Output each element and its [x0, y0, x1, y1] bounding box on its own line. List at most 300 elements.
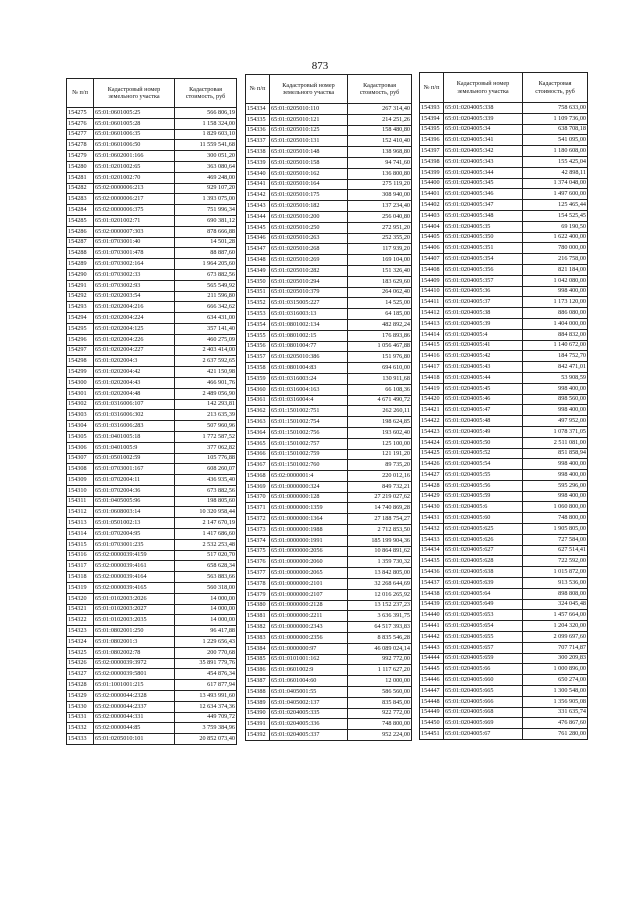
table-row [246, 147, 412, 158]
row-number: 154372 [246, 514, 270, 525]
row-number: 154437 [420, 578, 444, 589]
table-row [67, 475, 237, 486]
table-row [67, 518, 237, 529]
cadastral-value: 849 732,21 [348, 481, 412, 492]
cadastral-value: 64 517 393,83 [348, 622, 412, 633]
table-row [420, 243, 588, 254]
row-number: 154293 [67, 302, 94, 313]
cadastral-value: 421 150,98 [175, 367, 237, 378]
table-row [420, 340, 588, 351]
table-row [246, 525, 412, 536]
row-number: 154329 [67, 691, 94, 702]
row-number: 154426 [420, 459, 444, 470]
cadastral-value: 151 326,40 [348, 265, 412, 276]
cadastral-value: 14 000,00 [175, 593, 237, 604]
row-number: 154431 [420, 513, 444, 524]
table-row [246, 363, 412, 374]
cadastral-number: 65:01:0702004:95 [94, 529, 175, 540]
table-row [246, 611, 412, 622]
table-row [246, 179, 412, 190]
cadastral-number: 65:01:0601005:28 [94, 118, 175, 129]
cadastral-value: 138 968,80 [348, 147, 412, 158]
cadastral-number: 65:01:0405005:96 [94, 496, 175, 507]
table-row [246, 589, 412, 600]
row-number: 154422 [420, 416, 444, 427]
cadastral-value: 64 185,00 [348, 309, 412, 320]
cadastral-value: 198 624,85 [348, 417, 412, 428]
cadastral-number: 65:01:0205010:158 [270, 157, 348, 168]
cadastral-number: 65:02:0000044:331 [94, 712, 175, 723]
table-row [67, 604, 237, 615]
row-number: 154283 [67, 194, 94, 205]
table-row [246, 622, 412, 633]
table-row [246, 168, 412, 179]
cadastral-number: 65:01:0802001:3 [94, 637, 175, 648]
row-number: 154396 [420, 135, 444, 146]
cadastral-number: 65:01:0204005:346 [444, 189, 523, 200]
cadastral-number: 65:01:0703001:40 [94, 237, 175, 248]
cadastral-value: 14 501,28 [175, 237, 237, 248]
table-row [67, 615, 237, 626]
cadastral-number: 65:01:0000000:2128 [270, 600, 348, 611]
row-number: 154399 [420, 167, 444, 178]
cadastral-number: 65:01:0205010:250 [270, 222, 348, 233]
cadastral-number: 65:01:0205010:386 [270, 352, 348, 363]
cadastral-value: 154 525,45 [523, 210, 588, 221]
cadastral-table-left [66, 78, 237, 745]
cadastral-value: 658 628,34 [175, 561, 237, 572]
table-row [246, 417, 412, 428]
cadastral-value: 1 300 548,00 [523, 686, 588, 697]
cadastral-number: 65:01:0204005:351 [444, 243, 523, 254]
row-number: 154294 [67, 313, 94, 324]
table-row [246, 373, 412, 384]
row-number: 154289 [67, 259, 94, 270]
row-number: 154443 [420, 642, 444, 653]
cadastral-number: 65:01:0204005:343 [444, 156, 523, 167]
table-row [420, 286, 588, 297]
cadastral-value: 46 089 024,14 [348, 643, 412, 654]
cadastral-number: 65:01:0703001:478 [94, 248, 175, 259]
table-row [246, 514, 412, 525]
table-row [246, 568, 412, 579]
cadastral-value: 96 417,88 [175, 626, 237, 637]
table-row [67, 658, 237, 669]
cadastral-value: 331 635,74 [523, 707, 588, 718]
cadastral-number: 65:01:0204005:347 [444, 200, 523, 211]
row-number: 154296 [67, 334, 94, 345]
table-row [420, 426, 588, 437]
cadastral-number: 65:02:0000044:2337 [94, 701, 175, 712]
cadastral-number: 65:01:0205010:294 [270, 276, 348, 287]
cadastral-number: 65:01:0102003:2027 [94, 604, 175, 615]
table-row [67, 259, 237, 270]
table-row [420, 545, 588, 556]
table-row [246, 557, 412, 568]
table-row [420, 210, 588, 221]
cadastral-number: 65:01:0204005:64 [444, 588, 523, 599]
row-number: 154377 [246, 568, 270, 579]
cadastral-value: 121 191,20 [348, 449, 412, 460]
cadastral-value: 748 800,00 [523, 513, 588, 524]
table-row [420, 621, 588, 632]
cadastral-value: 1 056 467,88 [348, 341, 412, 352]
cadastral-value: 541 095,00 [523, 135, 588, 146]
cadastral-value: 66 108,36 [348, 384, 412, 395]
row-number: 154282 [67, 183, 94, 194]
cadastral-number: 65:01:0601006:50 [94, 140, 175, 151]
row-number: 154302 [67, 399, 94, 410]
row-number: 154295 [67, 323, 94, 334]
table-row [67, 734, 237, 745]
row-number: 154420 [420, 394, 444, 405]
table-row [246, 503, 412, 514]
table-row [420, 372, 588, 383]
cadastral-number: 65:01:0204005:45 [444, 383, 523, 394]
table-row [420, 124, 588, 135]
table-row [246, 384, 412, 395]
table-row [420, 567, 588, 578]
row-number: 154306 [67, 442, 94, 453]
table-row [246, 481, 412, 492]
table-header-row [246, 75, 412, 104]
table-row [246, 222, 412, 233]
row-number: 154400 [420, 178, 444, 189]
cadastral-value: 158 480,80 [348, 125, 412, 136]
cadastral-number: 65:01:0204005:669 [444, 718, 523, 729]
cadastral-number: 65:01:0205010:175 [270, 190, 348, 201]
table-row [67, 626, 237, 637]
cadastral-number: 65:01:0204005:339 [444, 113, 523, 124]
row-number: 154414 [420, 329, 444, 340]
row-number: 154451 [420, 729, 444, 740]
table-row [67, 399, 237, 410]
cadastral-number: 65:01:0316004:4 [270, 395, 348, 406]
cadastral-value: 12 016 265,92 [348, 589, 412, 600]
row-number: 154326 [67, 658, 94, 669]
cadastral-number: 65:01:0202004:224 [94, 313, 175, 324]
table-row [67, 280, 237, 291]
table-row [420, 664, 588, 675]
row-number: 154419 [420, 383, 444, 394]
cadastral-number: 65:01:0102003:2026 [94, 593, 175, 604]
cadastral-number: 65:01:0205010:131 [270, 136, 348, 147]
cadastral-number: 65:01:0000000:2065 [270, 568, 348, 579]
row-number: 154405 [420, 232, 444, 243]
cadastral-value: 27 188 754,27 [348, 514, 412, 525]
row-number: 154432 [420, 524, 444, 535]
row-number: 154376 [246, 557, 270, 568]
cadastral-value: 125 100,00 [348, 438, 412, 449]
cadastral-value: 137 234,40 [348, 201, 412, 212]
table-row [420, 113, 588, 124]
cadastral-value: 998 400,00 [523, 470, 588, 481]
cadastral-value: 183 629,60 [348, 276, 412, 287]
cadastral-value: 275 119,20 [348, 179, 412, 190]
row-number: 154276 [67, 118, 94, 129]
cadastral-value: 563 883,66 [175, 572, 237, 583]
table-row [246, 255, 412, 266]
cadastral-value: 272 951,20 [348, 222, 412, 233]
row-number: 154438 [420, 588, 444, 599]
cadastral-value: 155 425,04 [523, 156, 588, 167]
row-number: 154328 [67, 680, 94, 691]
cadastral-value: 1 359 730,32 [348, 557, 412, 568]
cadastral-number: 65:01:0204005:626 [444, 534, 523, 545]
cadastral-value: 722 592,00 [523, 556, 588, 567]
cadastral-number: 65:01:0405001:55 [270, 687, 348, 698]
cadastral-number: 65:01:0000000:2343 [270, 622, 348, 633]
row-number: 154356 [246, 341, 270, 352]
table-row [420, 448, 588, 459]
cadastral-value: 176 893,86 [348, 330, 412, 341]
cadastral-value: 690 381,12 [175, 215, 237, 226]
cadastral-value: 727 584,00 [523, 534, 588, 545]
row-number: 154314 [67, 529, 94, 540]
cadastral-value: 650 274,00 [523, 675, 588, 686]
row-number: 154291 [67, 280, 94, 291]
cadastral-number: 65:01:0204005:625 [444, 524, 523, 535]
table-row [246, 330, 412, 341]
cadastral-number: 65:02:0000039:4164 [94, 572, 175, 583]
table-row [67, 712, 237, 723]
cadastral-value: 1 117 627,20 [348, 665, 412, 676]
row-number: 154299 [67, 367, 94, 378]
row-number: 154386 [246, 665, 270, 676]
cadastral-number: 65:01:0204005:52 [444, 448, 523, 459]
cadastral-number: 65:01:0204005:60 [444, 513, 523, 524]
cadastral-number: 65:01:0204005:66 [444, 664, 523, 675]
table-row [420, 502, 588, 513]
row-number: 154275 [67, 108, 94, 119]
row-number: 154278 [67, 140, 94, 151]
cadastral-value: 20 852 073,40 [175, 734, 237, 745]
row-number: 154341 [246, 179, 270, 190]
row-number: 154323 [67, 626, 94, 637]
table-row [67, 129, 237, 140]
cadastral-number: 65:01:0501002:59 [94, 453, 175, 464]
cadastral-number: 65:01:0401005:9 [94, 442, 175, 453]
row-number: 154430 [420, 502, 444, 513]
cadastral-value: 1 772 587,52 [175, 431, 237, 442]
cadastral-number: 65:02:0000001:4 [270, 471, 348, 482]
row-number: 154353 [246, 309, 270, 320]
row-number: 154333 [67, 734, 94, 745]
table-row [246, 600, 412, 611]
cadastral-number: 65:01:0801004:83 [270, 363, 348, 374]
cadastral-value: 898 808,00 [523, 588, 588, 599]
cadastral-number: 65:01:0205010:125 [270, 125, 348, 136]
cadastral-number: 65:01:0102003:2035 [94, 615, 175, 626]
row-number: 154303 [67, 410, 94, 421]
table-row [420, 534, 588, 545]
cadastral-value: 264 062,40 [348, 287, 412, 298]
row-number: 154410 [420, 286, 444, 297]
cadastral-value: 300 051,20 [175, 151, 237, 162]
cadastral-number: 65:01:0204005:659 [444, 653, 523, 664]
row-number: 154362 [246, 406, 270, 417]
cadastral-value: 27 219 027,62 [348, 492, 412, 503]
cadastral-number: 65:01:0501002:13 [94, 518, 175, 529]
cadastral-value: 998 400,00 [523, 491, 588, 502]
row-number: 154427 [420, 470, 444, 481]
cadastral-number: 65:01:0315005:227 [270, 298, 348, 309]
cadastral-number: 65:01:0204005:660 [444, 675, 523, 686]
row-number: 154442 [420, 632, 444, 643]
cadastral-value: 482 892,24 [348, 319, 412, 330]
table-row [420, 599, 588, 610]
table-row [246, 233, 412, 244]
table-row [246, 406, 412, 417]
table-row [67, 691, 237, 702]
cadastral-value: 992 772,00 [348, 654, 412, 665]
table-row [420, 578, 588, 589]
cadastral-number: 65:01:0204005:48 [444, 416, 523, 427]
table-row [67, 334, 237, 345]
cadastral-number: 65:01:0204005:44 [444, 372, 523, 383]
header-value: Кадастровая стоимость, руб [348, 75, 412, 104]
cadastral-value: 169 104,00 [348, 255, 412, 266]
row-number: 154338 [246, 147, 270, 158]
row-number: 154281 [67, 172, 94, 183]
cadastral-value: 878 666,88 [175, 226, 237, 237]
row-number: 154441 [420, 621, 444, 632]
table-row [420, 696, 588, 707]
row-number: 154404 [420, 221, 444, 232]
cadastral-number: 65:01:0703002:33 [94, 269, 175, 280]
row-number: 154403 [420, 210, 444, 221]
cadastral-value: 617 877,94 [175, 680, 237, 691]
row-number: 154450 [420, 718, 444, 729]
cadastral-number: 65:01:0204005:47 [444, 405, 523, 416]
cadastral-number: 65:01:0316006:107 [94, 399, 175, 410]
cadastral-value: 377 062,82 [175, 442, 237, 453]
cadastral-value: 216 758,00 [523, 254, 588, 265]
row-number: 154381 [246, 611, 270, 622]
row-number: 154354 [246, 319, 270, 330]
table-row [67, 485, 237, 496]
cadastral-number: 65:01:0204005:341 [444, 135, 523, 146]
row-number: 154359 [246, 373, 270, 384]
table-row [246, 708, 412, 719]
table-row [246, 697, 412, 708]
table-row [67, 215, 237, 226]
table-row [420, 178, 588, 189]
cadastral-value: 13 842 805,00 [348, 568, 412, 579]
cadastral-number: 65:01:0202004:226 [94, 334, 175, 345]
row-number: 154286 [67, 226, 94, 237]
row-number: 154361 [246, 395, 270, 406]
cadastral-number: 65:01:0204005:655 [444, 632, 523, 643]
row-number: 154449 [420, 707, 444, 718]
cadastral-number: 65:01:0000000:97 [270, 643, 348, 654]
row-number: 154301 [67, 388, 94, 399]
table-row [67, 356, 237, 367]
cadastral-value: 998 400,00 [523, 459, 588, 470]
table-row [420, 588, 588, 599]
cadastral-value: 634 431,00 [175, 313, 237, 324]
row-number: 154350 [246, 276, 270, 287]
cadastral-value: 627 514,41 [523, 545, 588, 556]
cadastral-number: 65:01:0204005:653 [444, 610, 523, 621]
cadastral-value: 142 293,81 [175, 399, 237, 410]
cadastral-number: 65:01:0204005:54 [444, 459, 523, 470]
cadastral-value: 476 867,60 [523, 718, 588, 729]
cadastral-value: 1 964 205,60 [175, 259, 237, 270]
table-row [420, 264, 588, 275]
table-row [246, 719, 412, 730]
row-number: 154406 [420, 243, 444, 254]
table-row [246, 104, 412, 115]
table-row [246, 341, 412, 352]
table-row [420, 513, 588, 524]
cadastral-value: 14 740 869,28 [348, 503, 412, 514]
row-number: 154319 [67, 583, 94, 594]
cadastral-value: 2 511 081,00 [523, 437, 588, 448]
row-number: 154389 [246, 697, 270, 708]
cadastral-number: 65:01:0202004:125 [94, 323, 175, 334]
cadastral-value: 53 908,59 [523, 372, 588, 383]
cadastral-number: 65:01:0205010:263 [270, 233, 348, 244]
table-row [67, 431, 237, 442]
table-row [420, 103, 588, 114]
row-number: 154398 [420, 156, 444, 167]
cadastral-number: 65:01:0204005:37 [444, 297, 523, 308]
cadastral-value: 922 772,00 [348, 708, 412, 719]
cadastral-value: 1 015 872,00 [523, 567, 588, 578]
table-row [420, 135, 588, 146]
cadastral-value: 256 040,80 [348, 211, 412, 222]
table-row [420, 437, 588, 448]
cadastral-number: 65:01:0405002:137 [270, 697, 348, 708]
table-row [67, 367, 237, 378]
cadastral-value: 586 560,00 [348, 687, 412, 698]
table-row [420, 459, 588, 470]
cadastral-value: 2 489 056,90 [175, 388, 237, 399]
row-number: 154408 [420, 264, 444, 275]
cadastral-number: 65:01:0204005:6 [444, 502, 523, 513]
cadastral-value: 1 374 048,00 [523, 178, 588, 189]
cadastral-value: 151 976,80 [348, 352, 412, 363]
row-number: 154444 [420, 653, 444, 664]
cadastral-value: 198 805,60 [175, 496, 237, 507]
cadastral-value: 1 497 600,00 [523, 189, 588, 200]
cadastral-number: 65:01:0204005:344 [444, 167, 523, 178]
cadastral-number: 65:01:0601002:9 [270, 665, 348, 676]
row-number: 154402 [420, 200, 444, 211]
table-row [420, 632, 588, 643]
row-number: 154315 [67, 539, 94, 550]
table-row [420, 362, 588, 373]
cadastral-number: 65:01:0401005:18 [94, 431, 175, 442]
row-number: 154387 [246, 676, 270, 687]
row-number: 154429 [420, 491, 444, 502]
cadastral-value: 3 636 391,75 [348, 611, 412, 622]
table-row [420, 729, 588, 740]
cadastral-number: 65:01:0205010:110 [270, 104, 348, 115]
row-number: 154345 [246, 222, 270, 233]
row-number: 154337 [246, 136, 270, 147]
row-number: 154358 [246, 363, 270, 374]
cadastral-value: 842 471,01 [523, 362, 588, 373]
table-row [67, 539, 237, 550]
cadastral-number: 65:01:0201002:70 [94, 172, 175, 183]
cadastral-number: 65:01:0204005:649 [444, 599, 523, 610]
cadastral-value: 14 525,00 [348, 298, 412, 309]
row-number: 154383 [246, 633, 270, 644]
cadastral-value: 130 911,68 [348, 373, 412, 384]
table-row [420, 642, 588, 653]
